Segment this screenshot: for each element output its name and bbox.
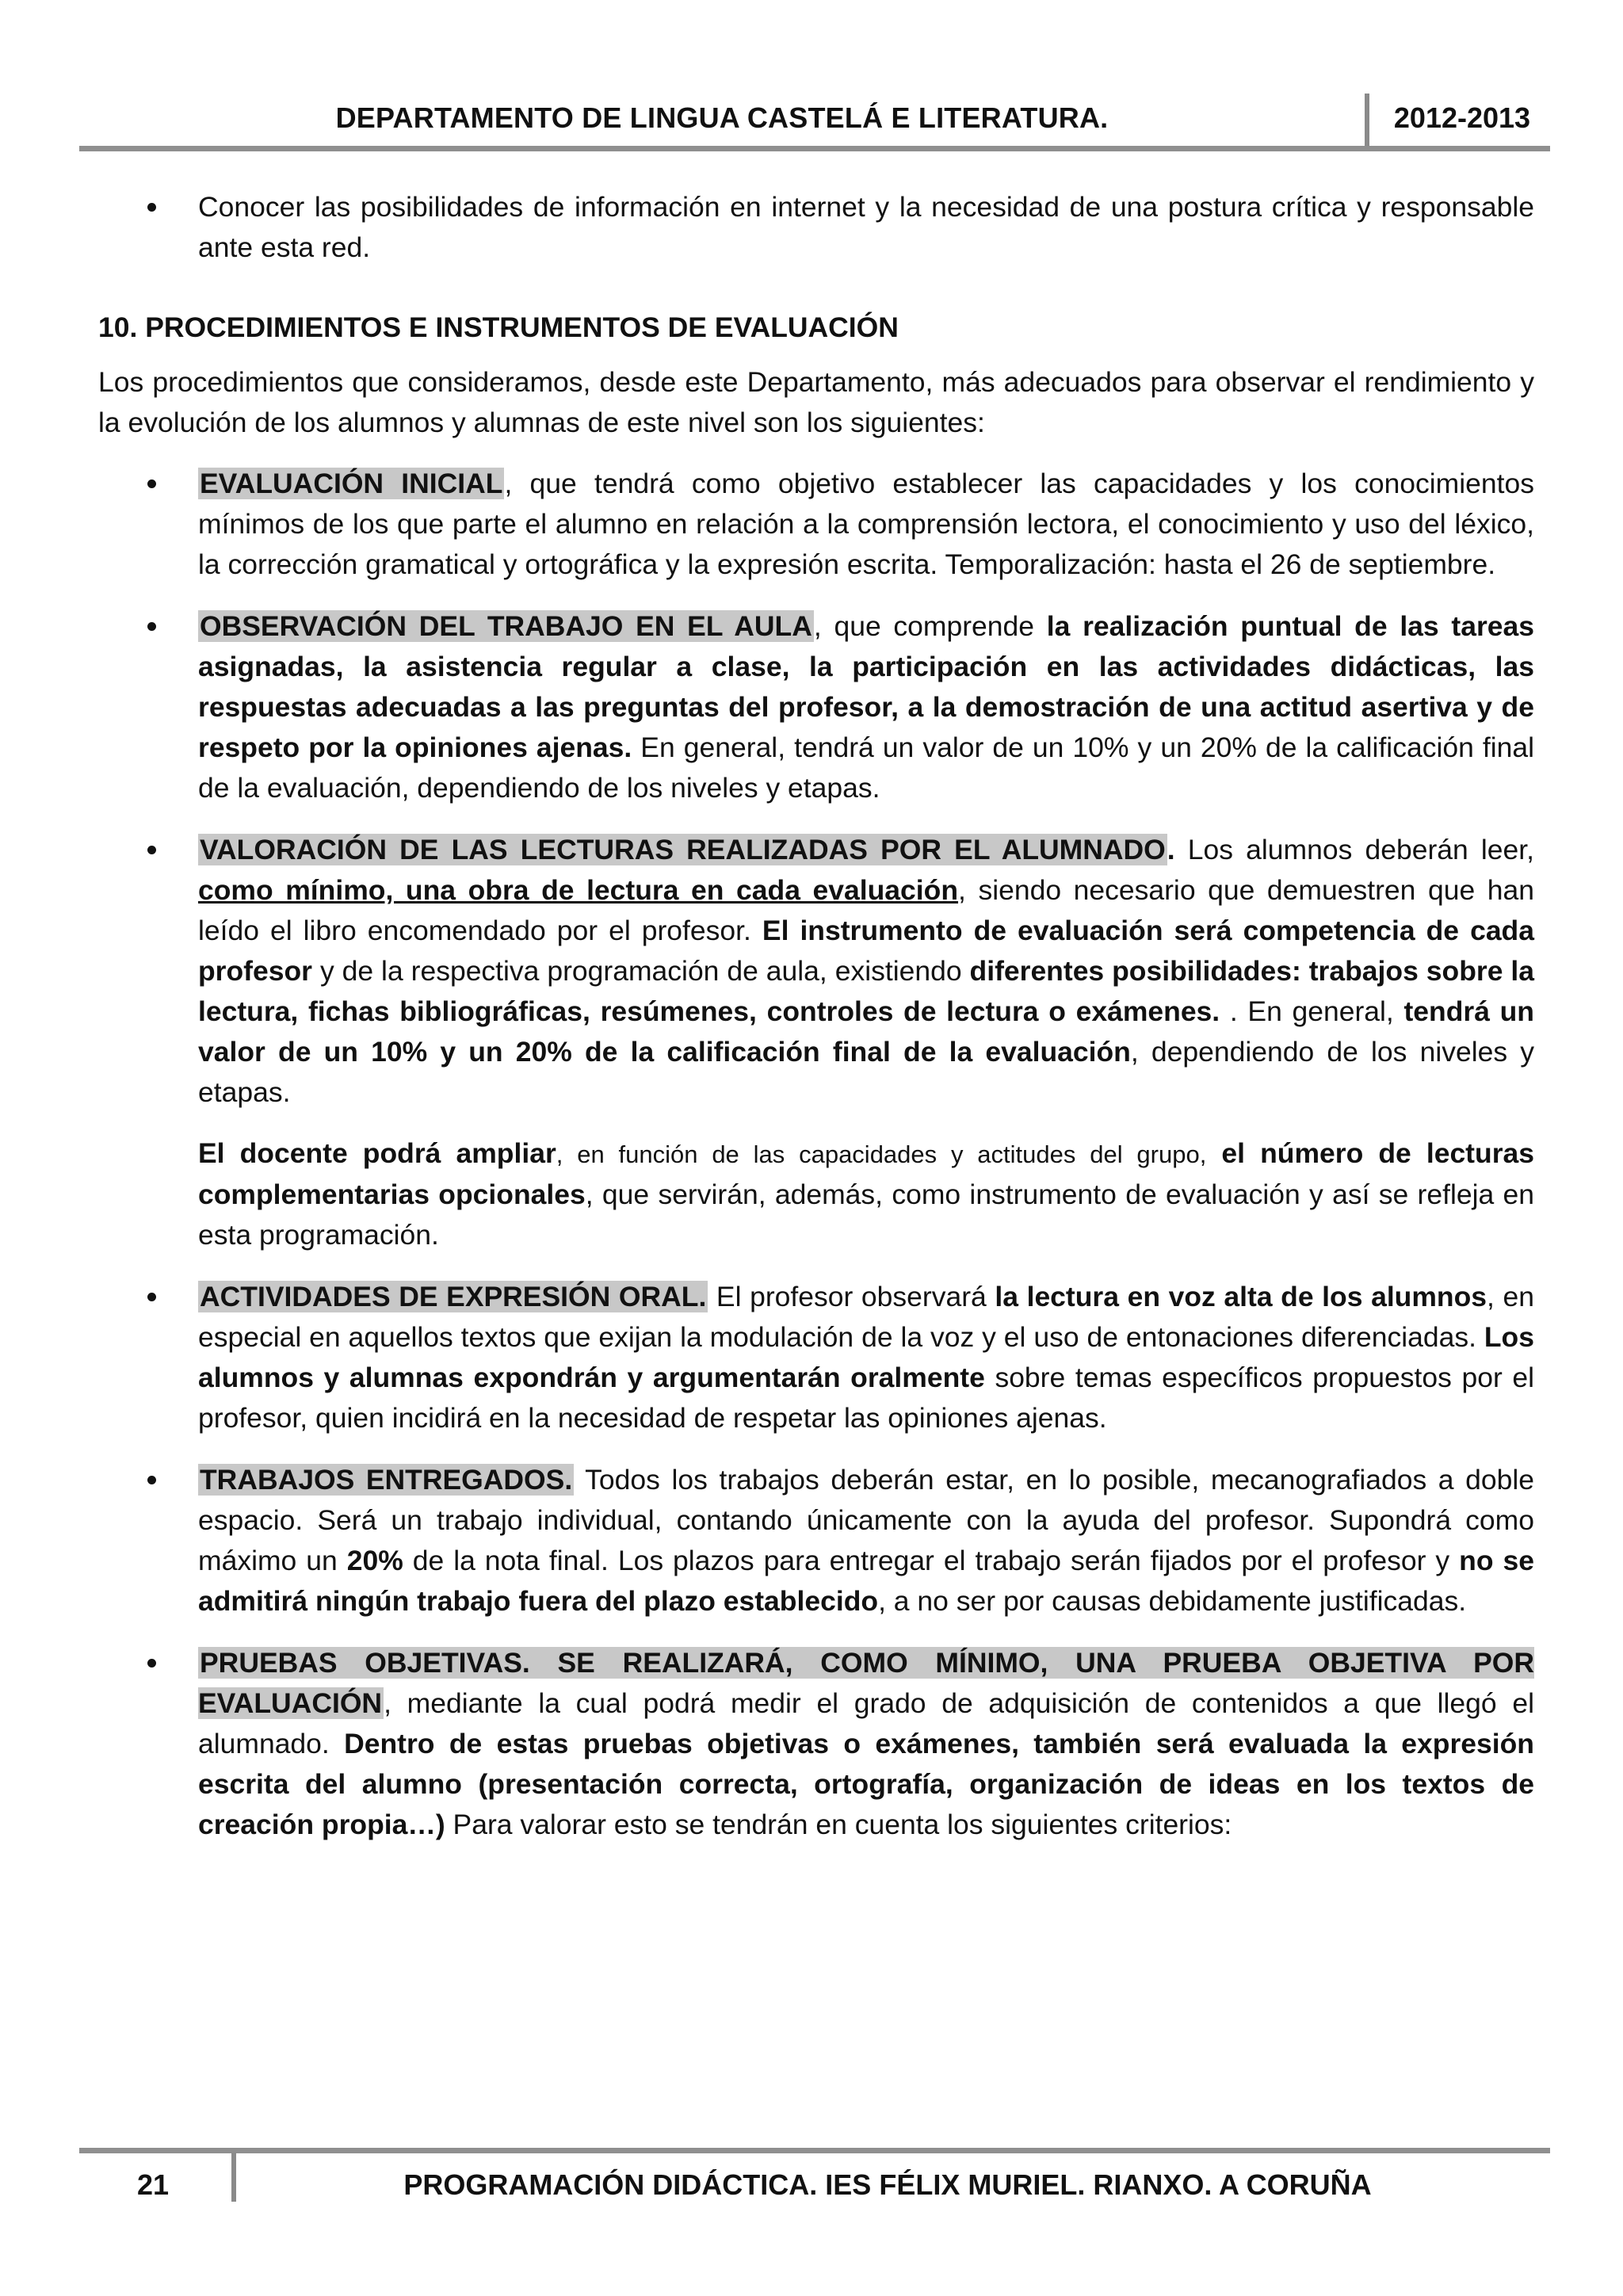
item-bold-text: 20% [346,1545,403,1576]
item-text: , dependiendo de los niveles y etapas. [198,1036,1534,1108]
item-label-dot: . [1167,834,1175,865]
item-label: OBSERVACIÓN DEL TRABAJO EN EL AULA [200,610,812,642]
item-text: , que tendrá como objetivo establecer las capacidades y los conocimientos mínimos de los que parte el alumno en relación a la comprensión lectora, el conocimiento y uso del léxico, la corrección gramatical y ortográfica y la expresión escrita. Temporalización: hasta el 26 de septiembre. [198,468,1534,580]
list-item-expresion-oral [98,1277,1534,1438]
item-text: sobre temas específicos propuestos por el profesor, quien incidirá en la necesidad de respetar las opiniones ajenas. [198,1362,1535,1434]
intro-bullet-text: Conocer las posibilidades de información en internet y la necesidad de una postura crítica y responsable ante esta red. [198,191,1534,263]
item-bold-text: Dentro de estas pruebas objetivas o exámenes, también será evaluada la expresión escrita del alumno (presentación correcta, ortografía, organización de ideas en los textos de creación propia…) [198,1728,1534,1840]
list-item-observacion [98,606,1534,808]
item-small-text: , en función de las capacidades y actitudes del grupo, [556,1140,1207,1168]
header-title: DEPARTAMENTO DE LINGUA CASTELÁ E LITERATURA. [335,101,1109,134]
list-item-evaluacion-inicial [98,464,1534,585]
procedures-list [98,464,1534,1845]
item-bold-text: el número de lecturas complementarias opcionales [198,1137,1534,1210]
item-bold-text: Los alumnos y alumnas expondrán y argumentarán oralmente [198,1321,1534,1393]
item-text: de la nota final. Los plazos para entregar el trabajo serán fijados por el profesor y [403,1545,1460,1576]
item-text: , a no ser por causas debidamente justificadas. [878,1585,1467,1617]
bullet-icon [147,1659,156,1668]
list-item-trabajos [98,1460,1534,1622]
page-header [79,94,1550,151]
item-bold-text: la realización puntual de las tareas asignadas, la asistencia regular a clase, la participación en las actividades didácticas, las respuestas adecuadas a las preguntas del profesor, a la demostración de una actitud asertiva y de respeto por la opiniones ajenas. [198,610,1534,763]
page-content [98,187,1534,1845]
bullet-icon [147,846,156,854]
intro-bullet-list [98,187,1534,268]
bullet-icon [147,203,156,212]
footer-text: PROGRAMACIÓN DIDÁCTICA. IES FÉLIX MURIEL. RIANXO. A CORUÑA [403,2168,1372,2201]
footer-rule [79,2148,1550,2153]
item-bold-text: no se admitirá ningún trabajo fuera del plazo establecido [198,1545,1534,1617]
item-text: y de la respectiva programación de aula, existiendo [312,955,970,987]
item-label: PRUEBAS OBJETIVAS. SE REALIZARÁ, COMO MÍNIMO, UNA PRUEBA OBJETIVA POR EVALUACIÓN [198,1647,1534,1719]
item-text: . En general, [1220,995,1404,1027]
item-text: , que servirán, además, como instrumento de evaluación y así se refleja en esta programación. [198,1179,1534,1251]
item-underlined-text: como mínimo, una obra de lectura en cada evaluación [198,874,959,906]
bullet-icon [147,1293,156,1301]
page-footer [79,2148,1550,2211]
section-title: 10. PROCEDIMIENTOS E INSTRUMENTOS DE EVALUACIÓN [98,311,899,343]
list-item-lecturas [98,830,1534,1255]
item-text: En general, tendrá un valor de un 10% y un 20% de la calificación final de la evaluación, dependiendo de los niveles y etapas. [198,732,1534,804]
header-year: 2012-2013 [1393,101,1531,134]
footer-separator [231,2153,236,2202]
list-item [98,187,1534,268]
item-text: , siendo necesario que demuestren que han leído el libro encomendado por el profesor. [198,874,1534,946]
list-item-pruebas [98,1643,1534,1845]
item-label: TRABAJOS ENTREGADOS. [200,1464,573,1496]
item-bold-text: diferentes posibilidades: trabajos sobre la lectura, fichas bibliográficas, resúmenes, controles de lectura o exámenes. [198,955,1534,1027]
bullet-icon [147,479,156,488]
item-text: , mediante la cual podrá medir el grado de adquisición de contenidos a que llegó el alumnado. [198,1687,1534,1759]
item-bold-text: El instrumento de evaluación será competencia de cada profesor [198,915,1534,987]
page-number: 21 [136,2168,170,2201]
lecturas-second-paragraph [198,1133,1534,1255]
item-text: El profesor observará [708,1281,995,1312]
item-label: VALORACIÓN DE LAS LECTURAS REALIZADAS POR EL ALUMNADO [200,834,1166,865]
bullet-icon [147,1476,156,1484]
section-intro: Los procedimientos que consideramos, desde este Departamento, más adecuados para observar el rendimiento y la evolución de los alumnos y alumnas de este nivel son los siguientes: [98,366,1534,438]
item-text: , en especial en aquellos textos que exijan la modulación de la voz y el uso de entonaciones diferenciadas. [198,1281,1534,1353]
item-label: EVALUACIÓN INICIAL [200,468,503,499]
item-bold-text: tendrá un valor de un 10% y un 20% de la calificación final de la evaluación [198,995,1534,1068]
header-rule [79,146,1550,151]
bullet-icon [147,622,156,631]
item-bold-text: El docente podrá ampliar [198,1137,556,1169]
item-text: Los alumnos deberán leer, [1174,834,1534,865]
item-text: Todos los trabajos deberán estar, en lo posible, mecanografiados a doble espacio. Será un trabajo individual, contando únicamente con la ayuda del profesor. Supondrá como máximo un [198,1464,1534,1576]
item-text: , que comprende [813,610,1047,642]
item-label: ACTIVIDADES DE EXPRESIÓN ORAL. [200,1281,707,1312]
header-separator [1365,94,1369,147]
item-bold-text: la lectura en voz alta de los alumnos [995,1281,1487,1312]
item-text: Para valorar esto se tendrán en cuenta los siguientes criterios: [445,1809,1232,1840]
